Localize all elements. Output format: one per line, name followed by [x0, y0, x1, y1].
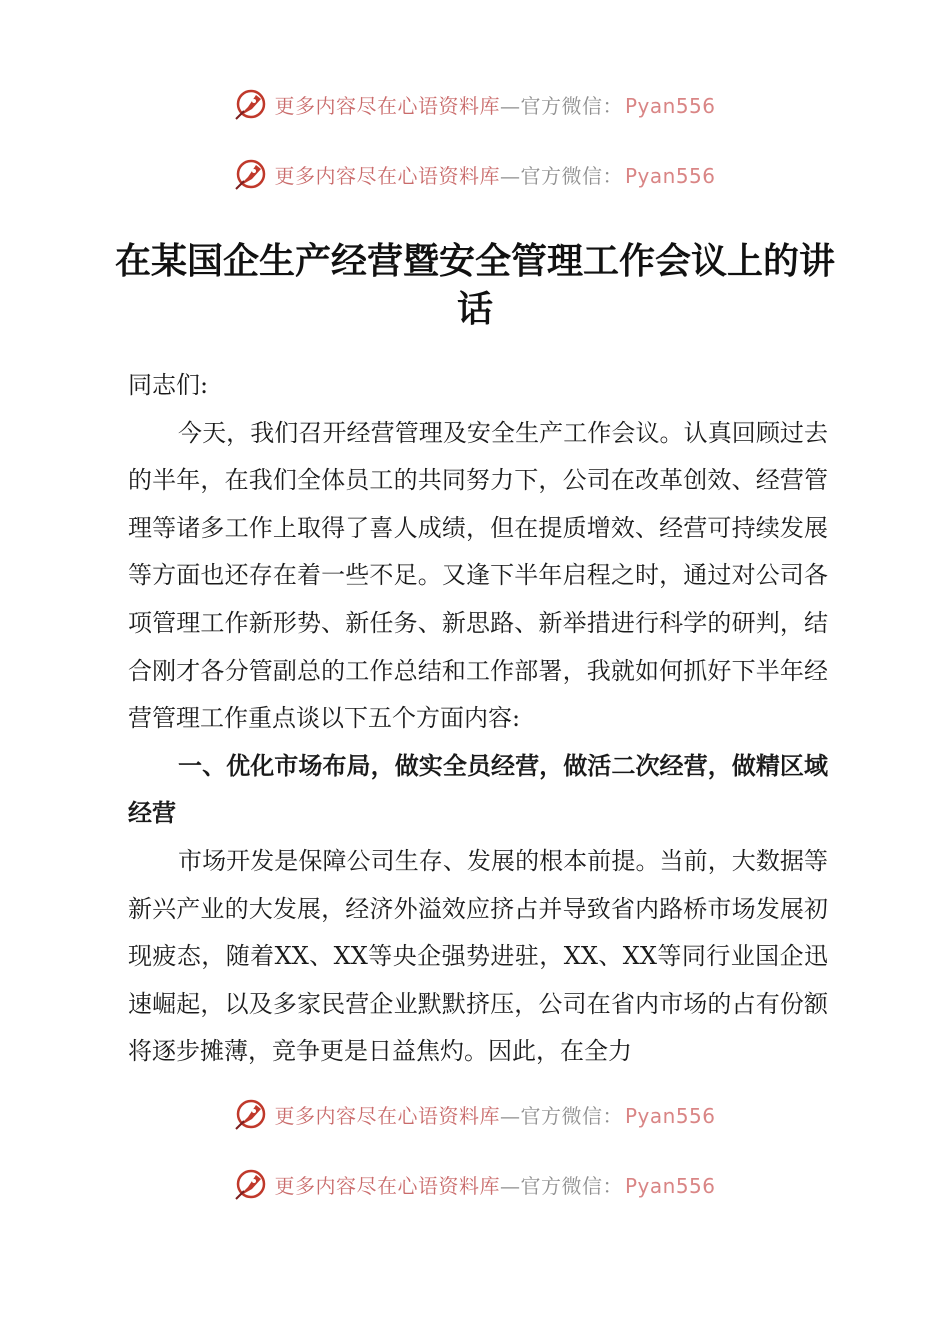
pen-nib-logo-icon: [234, 157, 268, 191]
pen-nib-logo-icon: [234, 1097, 268, 1131]
document-title: 在某国企生产经营暨安全管理工作会议上的讲话: [114, 241, 835, 330]
watermark-text: 更多内容尽在心语资料库—官方微信： Pyan556: [274, 163, 716, 188]
watermark-text: 更多内容尽在心语资料库—官方微信： Pyan556: [274, 1173, 716, 1198]
watermark-text: 更多内容尽在心语资料库—官方微信： Pyan556: [274, 1103, 716, 1128]
watermark-banner: [0, 84, 950, 124]
paragraph: 今天，我们召开经营管理及安全生产工作会议。认真回顾过去的半年，在我们全体员工的共同努力下，公司在改革创效、经营管理等诸多工作上取得了喜人成绩，但在提质增效、经营可持续发展等方面也还存在着一些不足。又逢下半年启程之时，通过对公司各项管理工作新形势、新任务、新思路、新举措进行科学的研判，结合刚才各分管副总的工作总结和工作部署，我就如何抓好下半年经营管理工作重点谈以下五个方面内容:: [128, 418, 828, 733]
section-heading: 一、优化市场布局，做实全员经营，做活二次经营，做精区域经营: [128, 751, 828, 828]
pen-nib-logo-icon: [234, 87, 268, 121]
document-body: [128, 362, 828, 1076]
watermark-text: 更多内容尽在心语资料库—官方微信： Pyan556: [274, 93, 716, 118]
watermark-banner: [0, 1094, 950, 1134]
salutation: 同志们:: [128, 371, 209, 399]
watermark-banner: [0, 1164, 950, 1204]
pen-nib-logo-icon: [234, 1167, 268, 1201]
paragraph: 市场开发是保障公司生存、发展的根本前提。当前，大数据等新兴产业的大发展，经济外溢效应挤占并导致省内路桥市场发展初现疲态，随着XX、XX等央企强势进驻，XX、XX等同行业国企迅速崛起，以及多家民营企业默默挤压，公司在省内市场的占有份额将逐步摊薄，竞争更是日益焦灼。因此，在全力: [128, 846, 828, 1066]
watermark-banner: [0, 154, 950, 194]
